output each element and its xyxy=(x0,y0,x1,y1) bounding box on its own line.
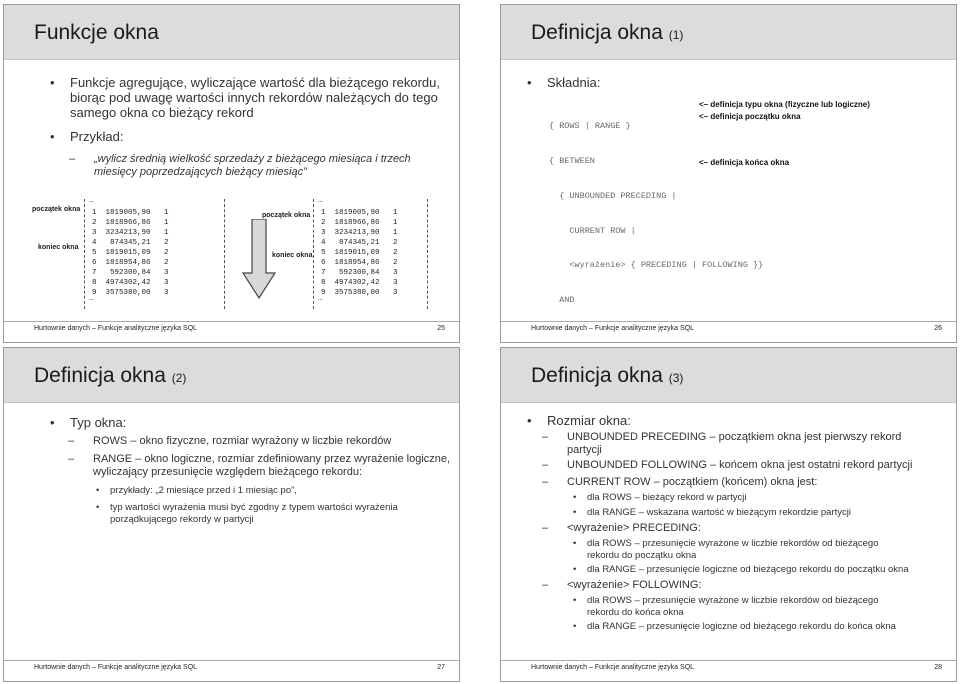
page-number: 28 xyxy=(934,664,942,671)
code-line: AND xyxy=(549,295,575,306)
bullet-text: • Typ okna: xyxy=(70,415,370,430)
window-start-label: początek okna xyxy=(32,206,81,213)
page-number: 27 xyxy=(437,664,445,671)
sub-sub-bullet-text: • dla RANGE – przesunięcie logiczne od bieżącego rekordu do początku okna xyxy=(587,564,947,576)
sub-bullet-text: – CURRENT ROW – początkiem (końcem) okna jest: xyxy=(567,476,937,489)
window-end-label: koniec okna xyxy=(272,252,313,259)
table-row: 3 3234213,90 1 xyxy=(92,229,169,237)
bullet-text: • Przykład: xyxy=(70,129,370,144)
table-row: 7 592300,84 3 xyxy=(321,269,398,277)
slide-title-suffix: (1) xyxy=(668,28,684,42)
ellipsis-bottom: … xyxy=(318,295,323,303)
slide-title-bar xyxy=(501,348,956,403)
slide-title xyxy=(531,364,683,388)
slide-title: Funkcje okna xyxy=(34,21,159,44)
slide-title-bar xyxy=(4,5,459,60)
table-row: 1 1819005,90 1 xyxy=(92,209,169,217)
table-bracket xyxy=(84,199,85,309)
table-row: 9 3575380,00 3 xyxy=(321,289,398,297)
footer-text: Hurtownie danych – Funkcje analityczne języka SQL xyxy=(34,664,198,671)
slide-title-suffix: (2) xyxy=(171,371,187,385)
slide-title xyxy=(34,364,186,388)
sub-sub-bullet-text: • dla ROWS – bieżący rekord w partycji xyxy=(587,492,927,504)
table-row: 1 1819005,90 1 xyxy=(321,209,398,217)
annotation-window-type: <– definicja typu okna (fizyczne lub logiczne) xyxy=(699,100,870,109)
data-table-left xyxy=(92,208,222,303)
table-row: 5 1819015,09 2 xyxy=(321,249,398,257)
table-row: 9 3575380,00 3 xyxy=(92,289,169,297)
table-row: 4 874345,21 2 xyxy=(321,239,398,247)
page-number: 26 xyxy=(934,325,942,332)
code-line: CURRENT ROW | xyxy=(549,225,636,236)
slide-title-bar xyxy=(4,348,459,403)
table-row: 3 3234213,90 1 xyxy=(321,229,398,237)
sub-sub-bullet-text: • typ wartości wyrażenia musi być zgodny z typem wartości wyrażenia porządkującego rekordy w partycji xyxy=(110,502,430,526)
table-row: 6 1818954,86 2 xyxy=(321,259,398,267)
sub-bullet-text: – „wylicz średnią wielkość sprzedaży z bieżącego miesiąca i trzech miesięcy poprzedzających bieżący miesiąc” xyxy=(94,153,414,179)
table-row: 7 592300,84 3 xyxy=(92,269,169,277)
sub-bullet-text: – <wyrażenie> PRECEDING: xyxy=(567,522,937,535)
sub-sub-bullet-text: • dla RANGE – przesunięcie logiczne od bieżącego rekordu do końca okna xyxy=(587,621,947,633)
slide-28 xyxy=(500,347,957,682)
window-start-label: początek okna xyxy=(262,212,311,219)
sub-sub-bullet-text: • dla ROWS – przesunięcie wyrażone w liczbie rekordów od bieżącego rekordu do końca okna xyxy=(587,595,887,619)
annotation-window-start: <– definicja początku okna xyxy=(699,112,801,121)
slide-title-text: Definicja okna xyxy=(531,364,663,387)
table-bracket xyxy=(427,199,428,309)
code-line: <wyrażenie> { PRECEDING | FOLLOWING }} xyxy=(549,260,764,271)
sub-sub-bullet-text: • przykłady: „2 miesiące przed i 1 miesiąc po”, xyxy=(110,485,450,497)
code-line: { UNBOUNDED PRECEDING | xyxy=(549,190,677,201)
table-row: 4 874345,21 2 xyxy=(92,239,169,247)
bullet-text: • Rozmiar okna: xyxy=(547,413,847,428)
bullet-text: • Funkcje agregujące, wyliczające wartość dla bieżącego rekordu, biorąc pod uwagę wartości innych rekordów należących do tego samego okna co bieżący rekord xyxy=(70,75,440,120)
slide-footer xyxy=(501,660,956,681)
slide-27 xyxy=(3,347,460,682)
ellipsis-top: … xyxy=(89,197,94,205)
ellipsis-top: … xyxy=(318,197,323,205)
table-row: 6 1818954,86 2 xyxy=(92,259,169,267)
slide-footer xyxy=(501,321,956,342)
sub-bullet-text: – ROWS – okno fizyczne, rozmiar wyrażony w liczbie rekordów xyxy=(93,435,453,448)
ellipsis-bottom: … xyxy=(89,295,94,303)
footer-text: Hurtownie danych – Funkcje analityczne języka SQL xyxy=(531,325,695,332)
slide-title xyxy=(531,21,683,45)
code-line: { ROWS | RANGE } xyxy=(549,121,631,132)
table-bracket xyxy=(313,199,314,309)
sub-bullet-text: – RANGE – okno logiczne, rozmiar zdefiniowany przez wyrażenie logiczne, wyliczający przesunięcie względem bieżącego rekordu: xyxy=(93,453,453,479)
annotation-window-end: <– definicja końca okna xyxy=(699,158,790,167)
sub-sub-bullet-text: • dla RANGE – wskazana wartość w bieżącym rekordzie partycji xyxy=(587,507,927,519)
data-table-right xyxy=(321,208,425,303)
slide-footer xyxy=(4,321,459,342)
footer-text: Hurtownie danych – Funkcje analityczne języka SQL xyxy=(531,664,695,671)
syntax-code-block xyxy=(549,98,763,343)
sub-sub-bullet-text: • dla ROWS – przesunięcie wyrażone w liczbie rekordów od bieżącego rekordu do początku okna xyxy=(587,538,887,562)
page-number: 25 xyxy=(437,325,445,332)
table-row: 8 4974302,42 3 xyxy=(92,279,169,287)
slide-title-bar xyxy=(501,5,956,60)
table-row: 5 1819015,09 2 xyxy=(92,249,169,257)
sub-bullet-text: – UNBOUNDED PRECEDING – początkiem okna jest pierwszy rekord partycji xyxy=(567,431,937,457)
bullet-text: • Składnia: xyxy=(547,75,847,90)
slide-footer xyxy=(4,660,459,681)
footer-text: Hurtownie danych – Funkcje analityczne języka SQL xyxy=(34,325,198,332)
table-row: 2 1818966,86 1 xyxy=(321,219,398,227)
down-arrow-icon xyxy=(242,219,276,299)
table-bracket xyxy=(224,199,225,309)
window-end-label: koniec okna xyxy=(38,244,79,251)
table-row: 8 4974302,42 3 xyxy=(321,279,398,287)
table-row: 2 1818966,86 1 xyxy=(92,219,169,227)
slide-title-suffix: (3) xyxy=(668,371,684,385)
slide-title-text: Definicja okna xyxy=(531,21,663,44)
sub-bullet-text: – <wyrażenie> FOLLOWING: xyxy=(567,579,937,592)
code-line: { BETWEEN xyxy=(549,155,595,166)
slide-25 xyxy=(3,4,460,343)
sub-bullet-text: – UNBOUNDED FOLLOWING – końcem okna jest ostatni rekord partycji xyxy=(567,459,937,472)
slide-title-text: Definicja okna xyxy=(34,364,166,387)
slide-26 xyxy=(500,4,957,343)
